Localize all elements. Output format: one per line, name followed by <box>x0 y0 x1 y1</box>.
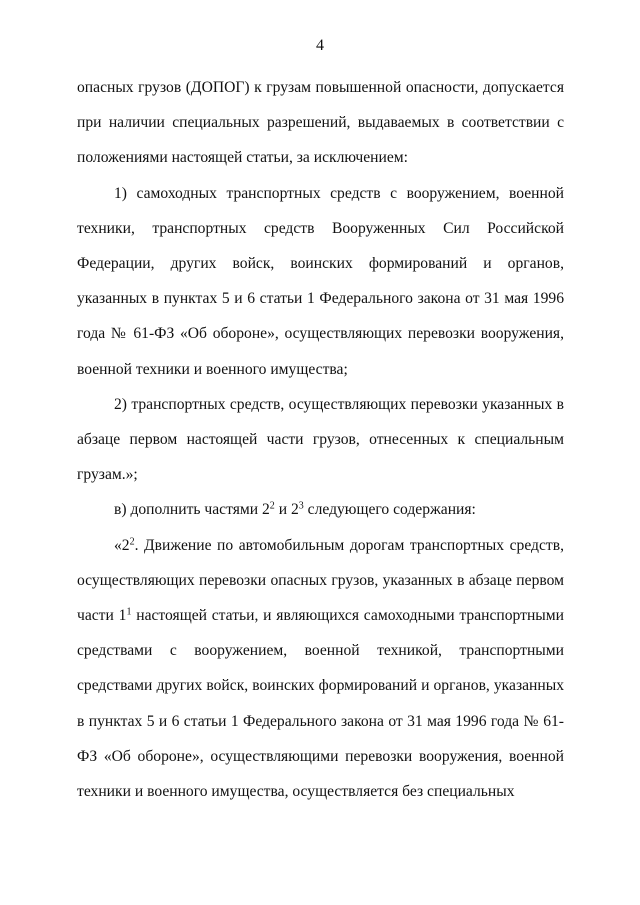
amendment-text-middle: и 2 <box>274 501 299 519</box>
paragraph-item-2: 2) транспортных средств, осуществляющих перевозки указанных в абзаце первом настоящей части грузов, отнесенных к специальным грузам.»; <box>77 395 564 484</box>
part-number: «2 <box>114 536 130 554</box>
superscript: 2 <box>269 500 275 512</box>
superscript: 1 <box>126 606 132 618</box>
document-body <box>77 70 564 809</box>
superscript: 2 <box>129 536 135 548</box>
amendment-text-end: следующего содержания: <box>303 501 476 519</box>
paragraph-amendment-v <box>77 492 564 527</box>
amendment-text-start: в) дополнить частями 2 <box>114 501 270 519</box>
part-text: . Движение по автомобильным дорогам транспортных средств, осуществляющих перевозки опасных грузов, указанных в абзаце первом части 1 <box>77 536 564 625</box>
paragraph-item-1: 1) самоходных транспортных средств с вооружением, военной техники, транспортных средств Вооруженных Сил Российской Федерации, других войск, воинских формирований и органов, указанных в пунктах 5 и 6 статьи 1 Федерального закона от 31 мая 1996 года № 61-ФЗ «Об обороне», осуществляющих перевозки вооружения, военной техники и военного имущества; <box>77 184 564 378</box>
paragraph-part-2-2 <box>77 528 564 810</box>
paragraph-continuation: опасных грузов (ДОПОГ) к грузам повышенной опасности, допускается при наличии специальных разрешений, выдаваемых в соответствии с положениями настоящей статьи, за исключением: <box>77 79 564 167</box>
superscript: 3 <box>298 500 304 512</box>
part-text-continued: настоящей статьи, и являющихся самоходными транспортными средствами с вооружением, военной техникой, транспортными средствами других войск, воинских формирований и органов, указанных в пунктах 5 и 6 статьи 1 Федерального закона от 31 мая 1996 года № 61-ФЗ «Об обороне», осуществляющими перевозки вооружения, военной техники и военного имущества, осуществляется без специальных <box>77 607 564 801</box>
page-number: 4 <box>316 37 324 54</box>
